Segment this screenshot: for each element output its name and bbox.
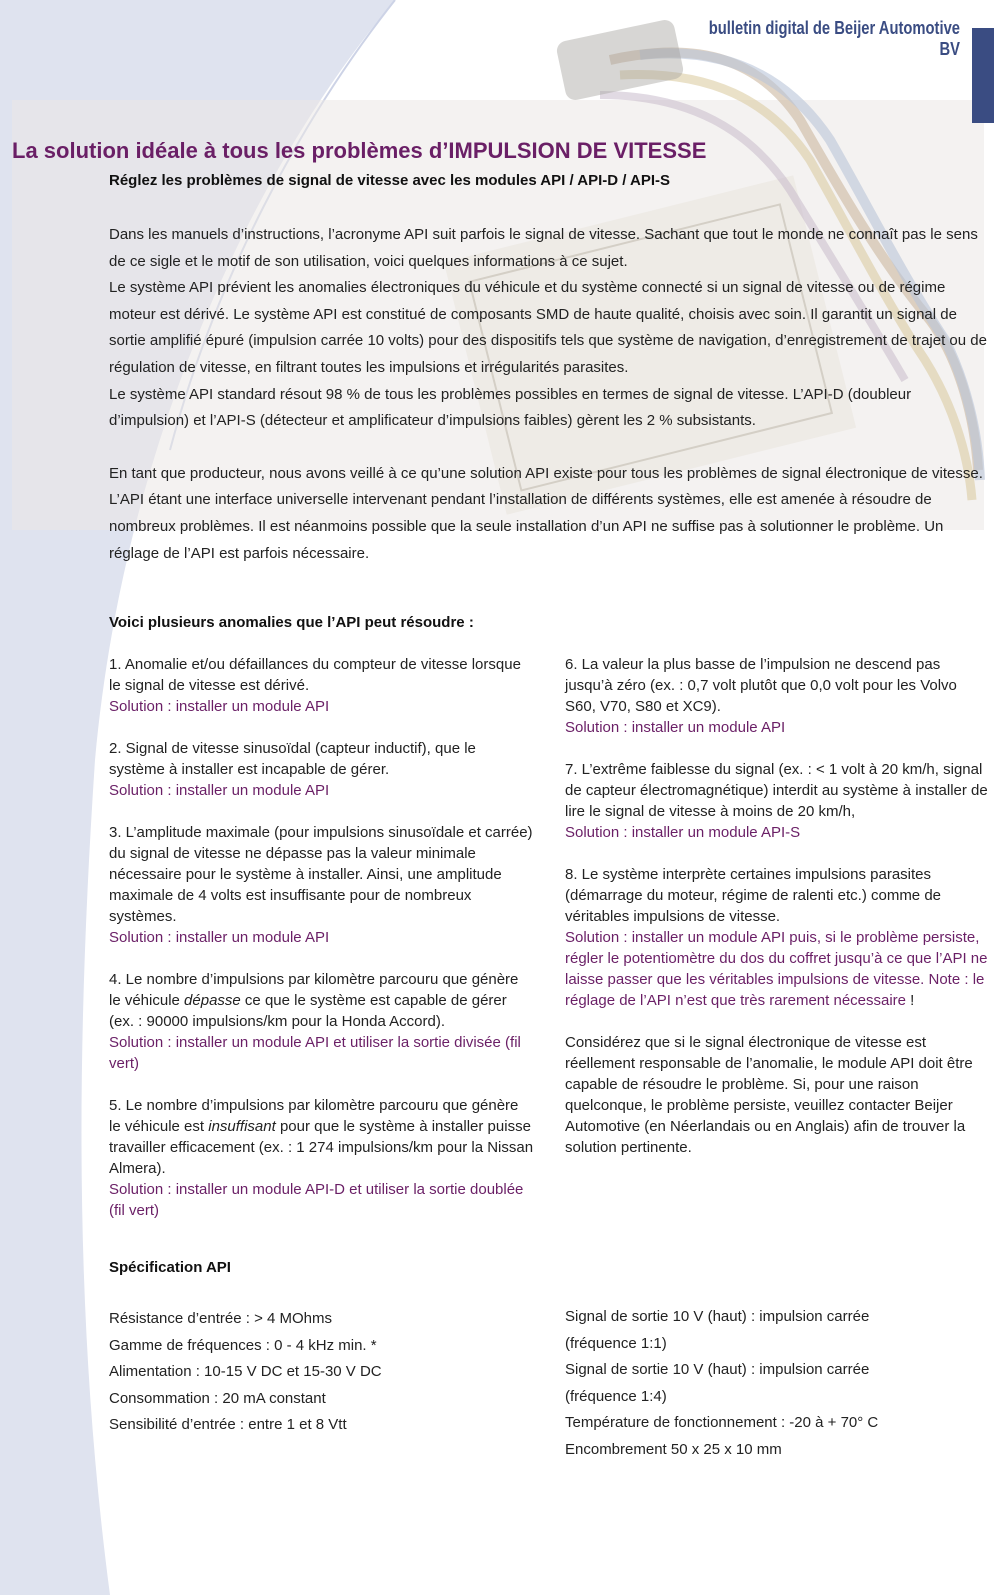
subtitle: Réglez les problèmes de signal de vitesse avec les modules API / API-D / API-S — [109, 172, 671, 189]
anomaly-item — [565, 759, 990, 843]
anomaly-text: 2. Signal de vitesse sinusoïdal (capteur inductif), que le système à installer est incapable de gérer. — [109, 740, 476, 778]
spec-item: Alimentation : 10-15 V DC et 15-30 V DC — [109, 1363, 382, 1380]
spec-left-list — [109, 1306, 382, 1439]
bulletin-header: bulletin digital de Beijer Automotive BV — [708, 18, 960, 59]
intro-paragraph: En tant que producteur, nous avons veillé à ce qu’une solution API existe pour tous les problèmes de signal électronique de vitesse. L’API étant une interface universelle intervenant pendant l’installation de différents systèmes, elle est amenée à résoudre de nombreux problèmes. Il est néanmoins possible que la seule installation d’un API ne suffise pas à solutionner le problème. Un réglage de l’API est parfois nécessaire. — [109, 464, 983, 562]
anomaly-text-emphasis: insuffisant — [208, 1118, 276, 1135]
spec-item: Consommation : 20 mA constant — [109, 1389, 326, 1407]
anomaly-item — [109, 738, 534, 801]
spec-item: Température de fonctionnement : -20 à + 70° C — [565, 1414, 879, 1431]
anomaly-item — [109, 654, 534, 717]
anomaly-text-emphasis: dépasse — [184, 992, 241, 1009]
anomaly-text-start: 4. Le nombre d’impulsions par kilomètre parcouru que génère le véhicule — [109, 971, 519, 1009]
anomaly-text: 1. Anomalie et/ou défaillances du compteur de vitesse lorsque le signal de vitesse est dérivé. — [109, 656, 521, 694]
spec-item: Sensibilité d’entrée : entre 1 et 8 Vtt — [109, 1416, 347, 1433]
anomaly-item — [565, 654, 990, 738]
spec-right-list — [565, 1304, 878, 1463]
intro-text — [109, 222, 989, 567]
anomaly-text: 7. L’extrême faiblesse du signal (ex. : < 1 volt à 20 km/h, signal de capteur électromagnétique) interdit au système à installer de lire le signal de vitesse à moins de 20 km/h, — [565, 761, 988, 820]
main-title: La solution idéale à tous les problèmes d’IMPULSION DE VITESSE — [12, 138, 707, 163]
closing-text: Considérez que si le signal électronique de vitesse est réellement responsable de l’anomalie, le module API doit être capable de résoudre le problème. Si, pour une raison quelconque, le problème persiste, veuillez contacter Beijer Automotive (en Néerlandais ou en Anglais) afin de trouver la solution pertinente. — [565, 1034, 973, 1156]
anomaly-solution: Solution : installer un module API — [109, 929, 330, 946]
anomaly-text — [109, 1095, 534, 1179]
anomaly-item — [109, 1095, 534, 1221]
anomaly-solution: Solution : installer un module API-S — [565, 824, 801, 841]
anomalies-heading: Voici plusieurs anomalies que l’API peut résoudre : — [109, 614, 474, 631]
intro-paragraph: Le système API standard résout 98 % de tous les problèmes possibles en termes de signal de vitesse. L’API-D (doubleur d’impulsion) et l’API-S (détecteur et amplificateur d’impulsions faibles) gèrent les 2 % subsistants. — [109, 385, 912, 430]
anomaly-solution: Solution : installer un module API — [109, 698, 330, 715]
anomalies-left-column — [109, 654, 534, 1242]
anomaly-text-start: 5. Le nombre d’impulsions par kilomètre parcouru que génère le véhicule est — [109, 1097, 519, 1135]
anomaly-item — [109, 822, 534, 948]
anomaly-text-end: ce que le système est capable de gérer (ex. : 90000 impulsions/km pour la Honda Accord). — [109, 992, 507, 1030]
closing-note — [565, 1032, 990, 1158]
anomaly-solution: Solution : installer un module API-D et utiliser la sortie doublée (fil vert) — [109, 1181, 524, 1219]
spec-item: (fréquence 1:1) — [565, 1334, 667, 1352]
spec-item: Résistance d’entrée : > 4 MOhms — [109, 1310, 333, 1327]
anomaly-solution: Solution : installer un module API — [109, 782, 330, 799]
spec-item: Encombrement 50 x 25 x 10 mm — [565, 1440, 782, 1458]
anomaly-text: 8. Le système interprète certaines impulsions parasites (démarrage du moteur, régime de ralenti etc.) comme de véritables impulsions de vitesse. — [565, 866, 942, 925]
anomaly-solution: Solution : installer un module API et utiliser la sortie divisée (fil vert) — [109, 1034, 521, 1072]
spec-item: Signal de sortie 10 V (haut) : impulsion carrée — [565, 1308, 870, 1325]
spec-item: (fréquence 1:4) — [565, 1387, 667, 1405]
anomaly-item — [109, 969, 534, 1074]
anomaly-solution-wrap — [565, 927, 990, 1011]
intro-paragraph: Dans les manuels d’instructions, l’acronyme API suit parfois le signal de vitesse. Sachant que tout le monde ne connaît pas le sens de ce sigle et le motif de son utilisation, voici quelques informations à ce sujet. — [109, 226, 978, 270]
intro-paragraph: Le système API prévient les anomalies électroniques du véhicule et du système connecté si un signal de vitesse ou de régime moteur est dérivé. Le système API est constitué de composants SMD de haute qualité, choisis avec soin. Il garantit un signal de sortie amplifié épuré (impulsion carrée 10 volts) pour des dispositifs tels que système de navigation, d’enregistrement de trajet ou de régulation de vitesse, en filtrant toutes les impulsions et irrégularités parasites. — [109, 279, 987, 376]
anomaly-text: 6. La valeur la plus basse de l’impulsion ne descend pas jusqu’à zéro (ex. : 0,7 volt plutôt que 0,0 volt pour les Volvo S60, V70, S80 et XC9). — [565, 656, 957, 715]
anomaly-solution: Solution : installer un module API puis, si le problème persiste, régler le potentiomètre du dos du coffret jusqu’à ce que l’API ne laisse passer que les véritables impulsions de vitesse. Note : le réglage de l’API n’est que très rarement nécessaire — [565, 929, 988, 1009]
anomaly-text: 3. L’amplitude maximale (pour impulsions sinusoïdale et carrée) du signal de vitesse ne dépasse pas la valeur minimale nécessaire pour le système à installer. Ainsi, une amplitude maximale de 4 volts est insuffisante pour de nombreux systèmes. — [109, 824, 533, 925]
anomaly-solution: Solution : installer un module API — [565, 719, 786, 736]
anomaly-text — [109, 969, 534, 1032]
anomaly-solution-end: ! — [906, 992, 915, 1009]
spec-heading: Spécification API — [109, 1259, 231, 1276]
anomaly-item — [565, 864, 990, 1011]
page-number-bar — [972, 28, 994, 123]
spec-item: Signal de sortie 10 V (haut) : impulsion carrée — [565, 1361, 870, 1378]
anomaly-text-end: pour que le système à installer puisse travailler efficacement (ex. : 1 274 impulsions/km pour la Nissan Almera). — [109, 1118, 534, 1177]
anomalies-right-column — [565, 654, 990, 1179]
spec-item: Gamme de fréquences : 0 - 4 kHz min. * — [109, 1336, 377, 1354]
